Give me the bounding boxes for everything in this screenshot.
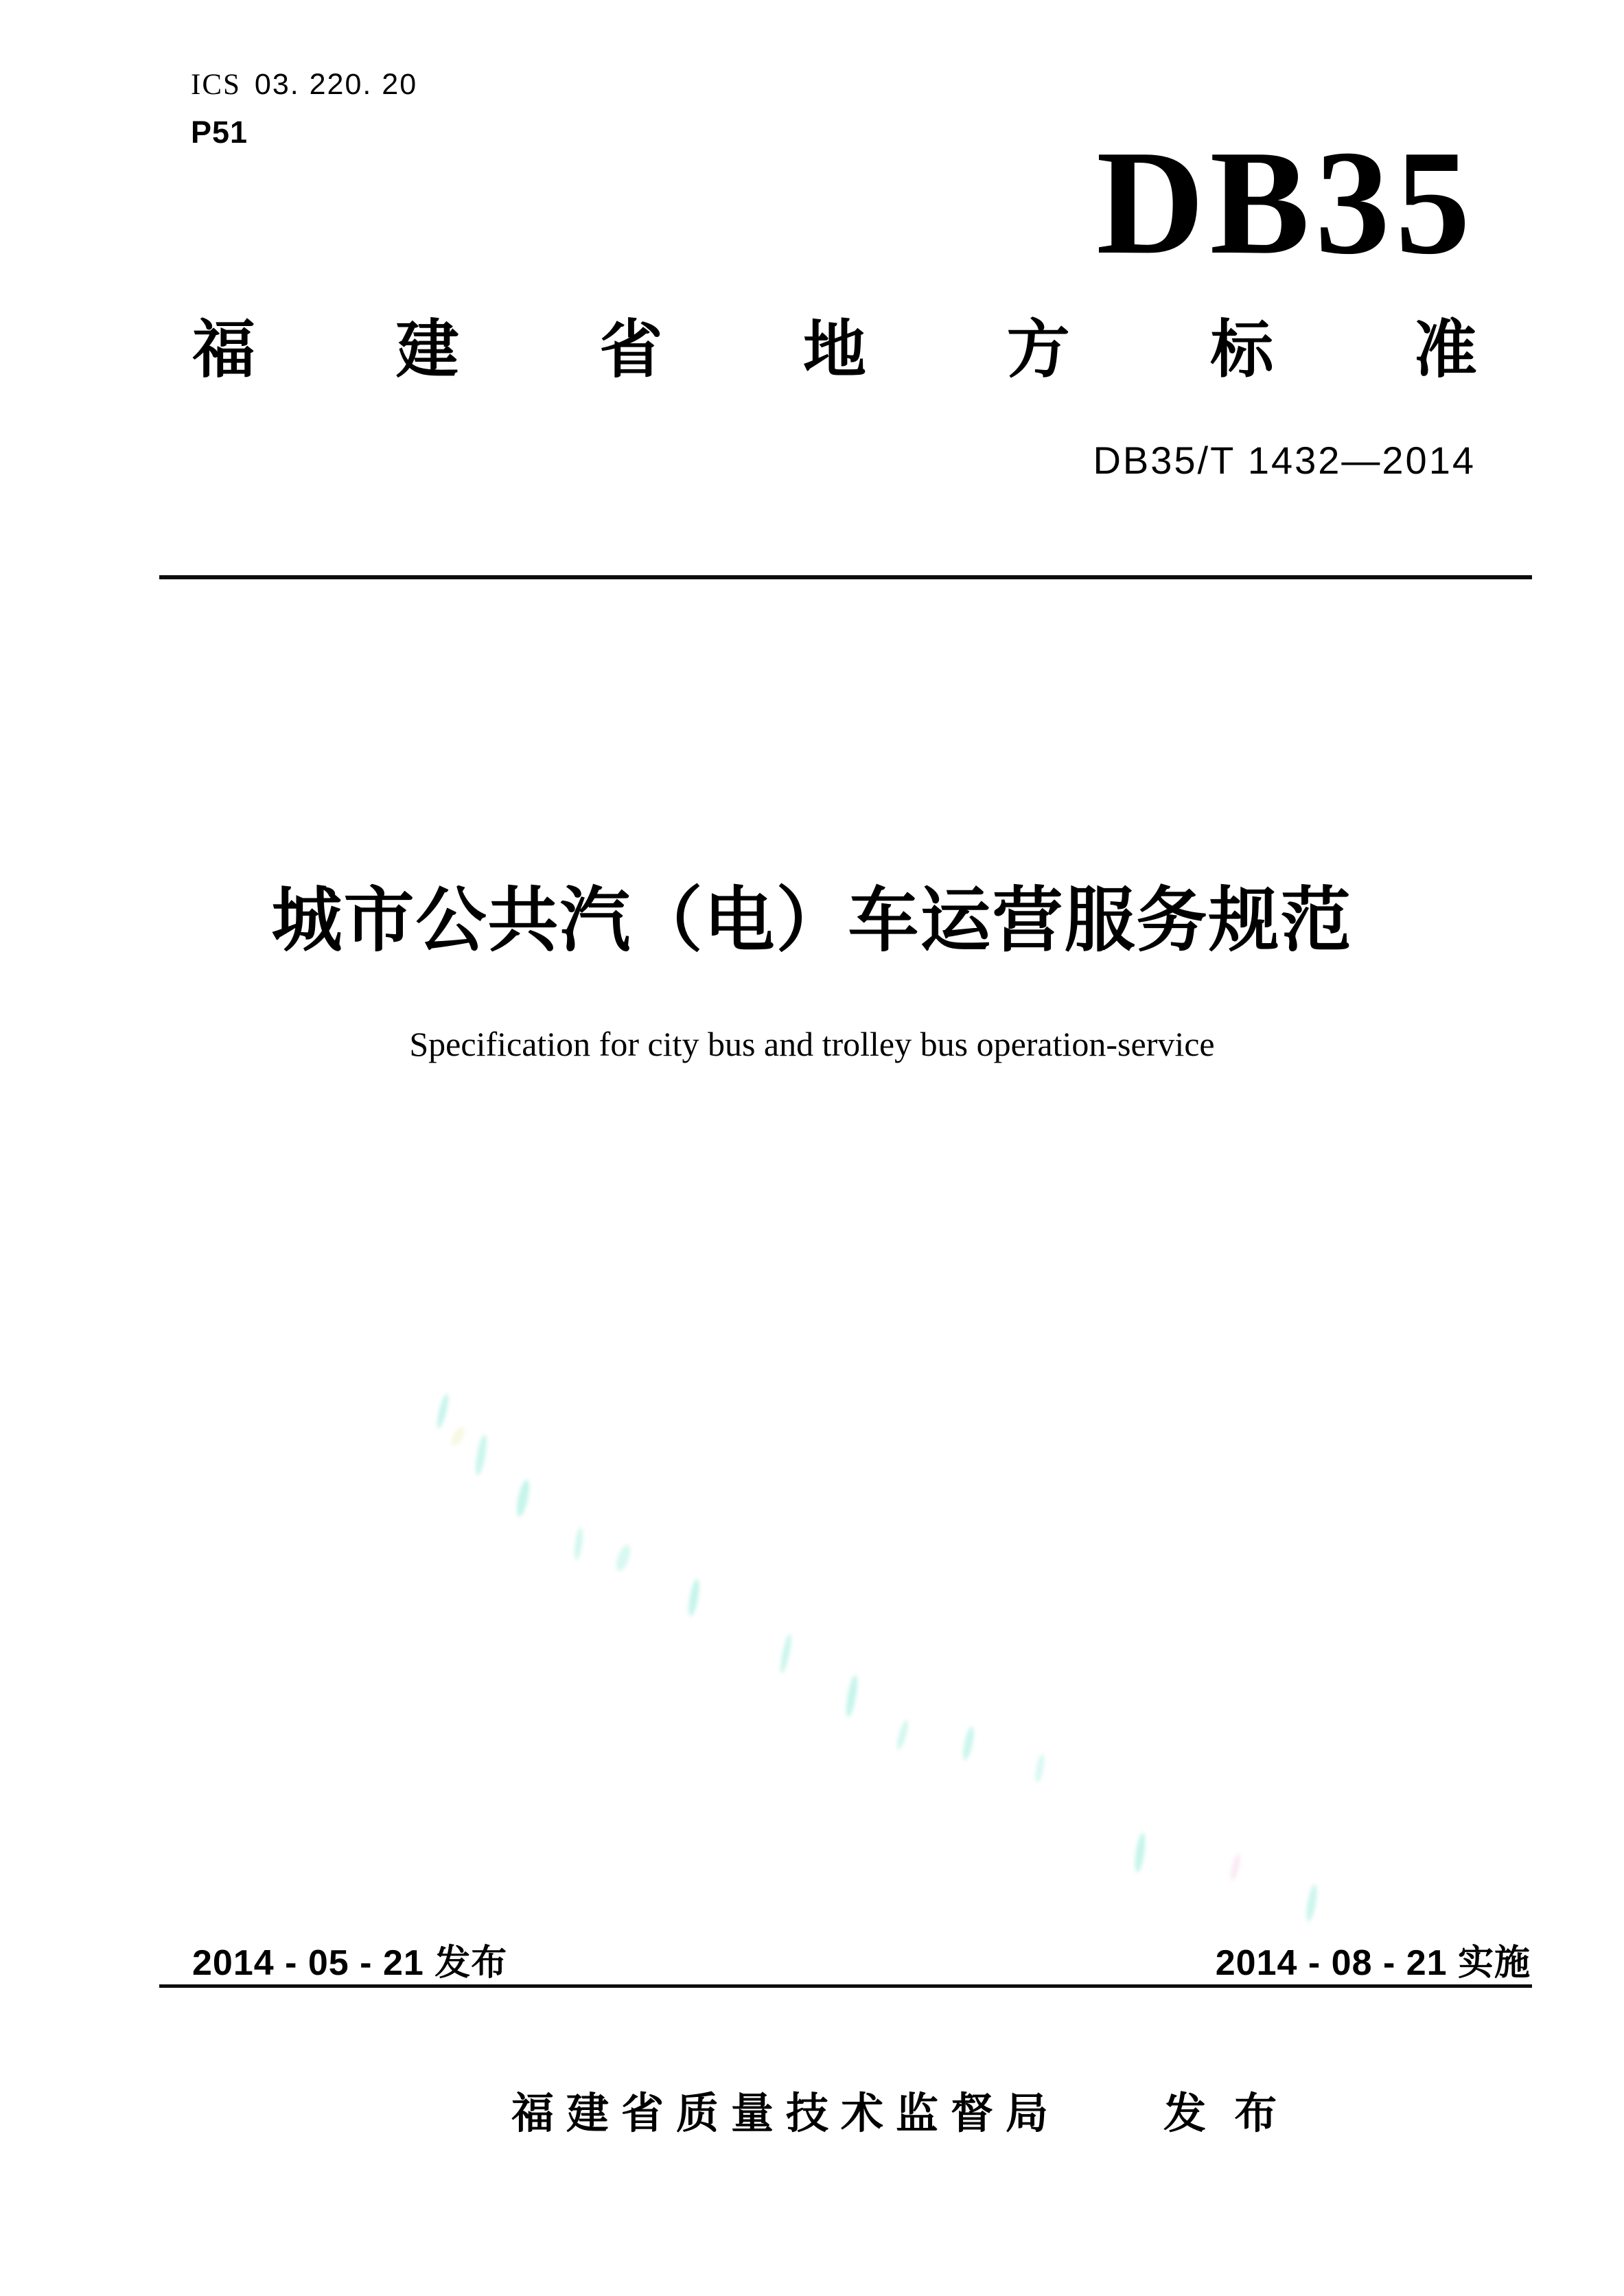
publisher-row xyxy=(511,2091,1277,2137)
watermark-streak xyxy=(778,1634,793,1674)
db35-logo: DB35 xyxy=(1096,120,1476,286)
ics-code: 03. 220. 20 xyxy=(254,68,418,101)
implementation-date: 2014 - 08 - 21 实施 xyxy=(1215,1943,1531,1983)
watermark-streak xyxy=(895,1719,910,1750)
standard-type-char: 标 xyxy=(1210,315,1274,385)
document-title-en: Specification for city bus and trolley bus operation-service xyxy=(409,1025,1215,1063)
watermark-streak xyxy=(844,1674,860,1717)
document-title-zh: 城市公共汽（电）车运营服务规范 xyxy=(271,881,1353,960)
ics-label: ICS xyxy=(191,69,241,101)
ics-code-line xyxy=(191,69,417,101)
standard-number: DB35/T 1432—2014 xyxy=(1093,439,1476,482)
watermark-streak xyxy=(686,1578,701,1616)
watermark-streak xyxy=(1304,1883,1319,1922)
watermark-streak xyxy=(1133,1832,1147,1872)
watermark-streak xyxy=(1034,1753,1045,1783)
dates-row xyxy=(192,1944,1531,1983)
watermark-streak xyxy=(614,1543,634,1573)
standard-type-char: 方 xyxy=(1006,315,1070,385)
publish-label: 发 布 xyxy=(1163,2090,1277,2137)
standard-type-char: 省 xyxy=(599,315,663,385)
publisher-name: 福建省质量技术监督局 xyxy=(511,2090,1061,2137)
standard-type-char: 地 xyxy=(802,315,866,385)
watermark-streak xyxy=(514,1479,531,1518)
standard-type-char: 准 xyxy=(1413,315,1477,385)
bottom-rule xyxy=(159,1984,1532,1988)
watermark-streak xyxy=(573,1527,585,1561)
watermark-streak xyxy=(961,1726,976,1761)
top-rule xyxy=(159,575,1532,579)
watermark-streak xyxy=(435,1393,450,1430)
issue-date: 2014 - 05 - 21 发布 xyxy=(192,1943,508,1983)
standard-type-row xyxy=(192,315,1477,385)
watermark-streak xyxy=(1229,1853,1242,1881)
standard-type-char: 建 xyxy=(395,315,459,385)
watermark-streak xyxy=(474,1434,489,1476)
doc-class-code: P51 xyxy=(191,115,248,150)
standard-type-char: 福 xyxy=(192,315,256,385)
watermark-streak xyxy=(448,1426,467,1448)
